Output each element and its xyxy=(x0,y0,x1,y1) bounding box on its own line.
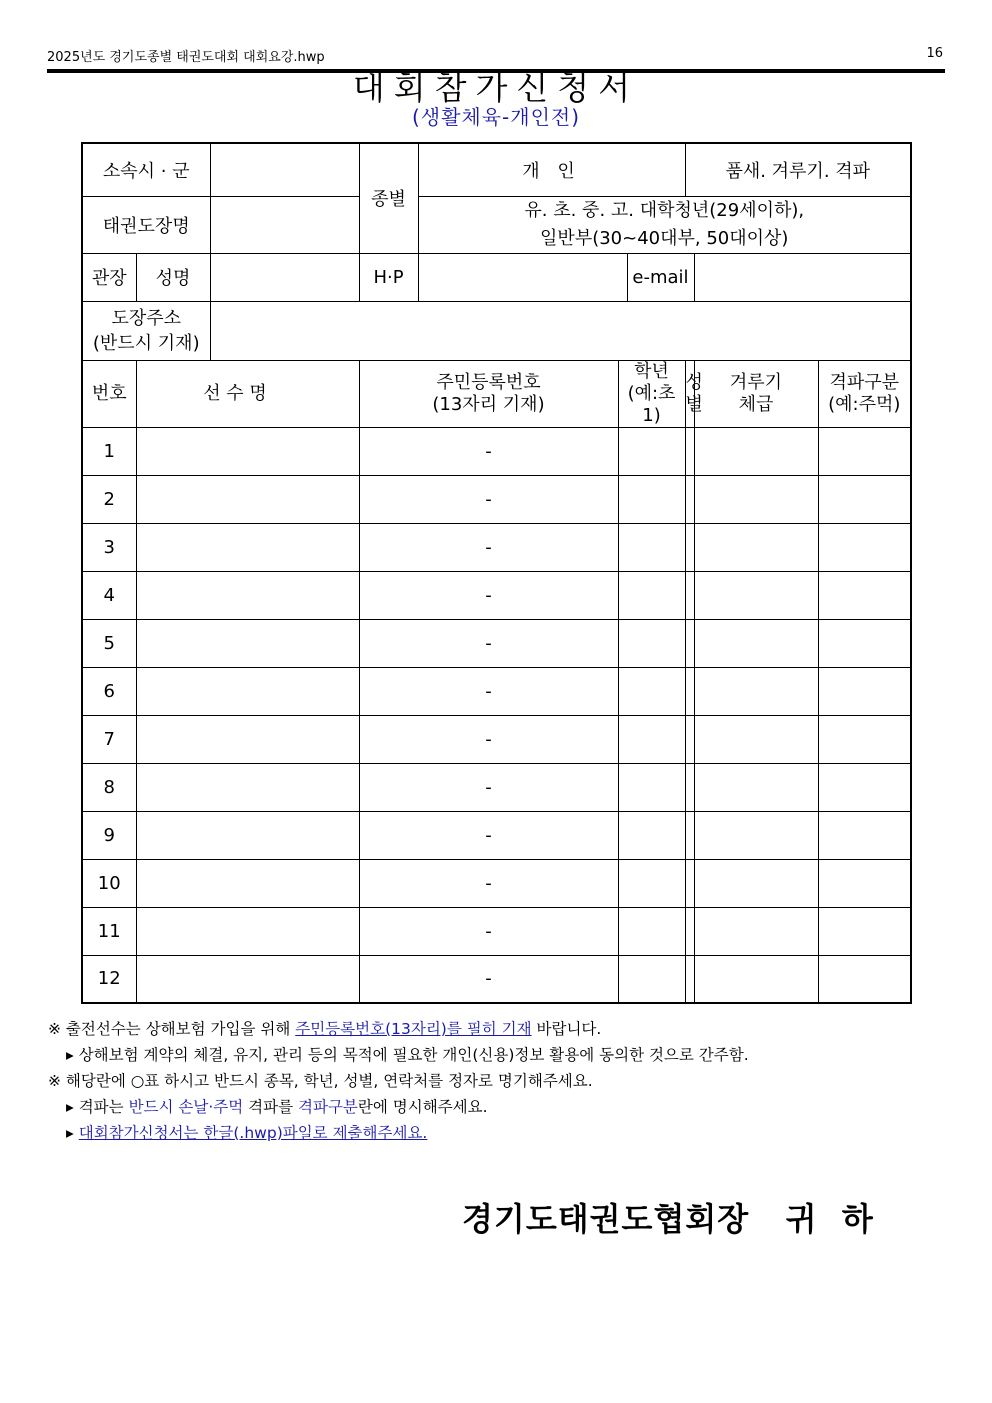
weight-class-input[interactable] xyxy=(694,523,818,571)
note-4-text: ▸ 격파는 xyxy=(66,1098,129,1116)
col-player: 선 수 명 xyxy=(136,360,359,427)
gender-input[interactable] xyxy=(685,523,694,571)
player-name-input[interactable] xyxy=(136,763,359,811)
grade-input[interactable] xyxy=(618,811,685,859)
col-break-line2: (예:주먹) xyxy=(828,393,901,415)
weight-class-input[interactable] xyxy=(694,667,818,715)
col-weight-line1: 겨루기 xyxy=(729,371,783,393)
note-5-emphasis: 대회참가신청서는 한글(.hwp)파일로 제출해주세요. xyxy=(78,1124,428,1142)
col-gender-cell: 성별 xyxy=(685,360,694,427)
hp-label: H·P xyxy=(359,253,418,301)
break-type-input[interactable] xyxy=(818,619,911,667)
rrn-input[interactable]: - xyxy=(359,427,618,475)
table-row xyxy=(82,763,911,811)
weight-class-input[interactable] xyxy=(694,427,818,475)
form-subtitle: (생활체육-개인전) xyxy=(411,105,581,129)
table-row xyxy=(82,475,911,523)
table-row xyxy=(82,955,911,1003)
grade-input[interactable] xyxy=(618,859,685,907)
rrn-input[interactable]: - xyxy=(359,475,618,523)
player-name-input[interactable] xyxy=(136,571,359,619)
closing-addressee: 경기도태권도협회장 귀 하 xyxy=(462,1200,874,1238)
note-4 xyxy=(48,1094,948,1120)
weight-class-input[interactable] xyxy=(694,571,818,619)
row-number: 8 xyxy=(82,763,136,811)
row-number: 12 xyxy=(82,955,136,1003)
col-break-line1: 격파구분 xyxy=(829,371,900,393)
rrn-input[interactable]: - xyxy=(359,763,618,811)
divisions-line1: 유. 초. 중. 고. 대학청년(29세이하), xyxy=(524,199,805,221)
table-row xyxy=(82,571,911,619)
table-row xyxy=(82,427,911,475)
table-row xyxy=(82,907,911,955)
weight-class-input[interactable] xyxy=(694,907,818,955)
col-grade-line2: (예:초1) xyxy=(627,382,676,426)
grade-input[interactable] xyxy=(618,571,685,619)
header-filename: 2025년도 경기도종별 태권도대회 대회요강.hwp xyxy=(47,50,325,65)
table-row xyxy=(82,715,911,763)
grade-input[interactable] xyxy=(618,907,685,955)
col-weight xyxy=(694,360,818,427)
break-type-input[interactable] xyxy=(818,907,911,955)
col-weight-line2: 체급 xyxy=(738,393,774,415)
break-type-input[interactable] xyxy=(818,811,911,859)
note-4-column-ref: 격파구분 xyxy=(298,1098,358,1116)
weight-class-input[interactable] xyxy=(694,811,818,859)
note-4-mid: 격파를 xyxy=(243,1098,299,1116)
gender-input[interactable] xyxy=(685,619,694,667)
email-label: e-mail xyxy=(627,253,694,301)
rrn-input[interactable]: - xyxy=(359,955,618,1003)
note-1-text: ※ 출전선수는 상해보험 가입을 위해 xyxy=(48,1020,296,1038)
col-rrn xyxy=(359,360,618,427)
address-label xyxy=(82,301,210,360)
table-row xyxy=(82,859,911,907)
row-number: 6 xyxy=(82,667,136,715)
col-rrn-line1: 주민등록번호 xyxy=(436,371,541,393)
rrn-input[interactable]: - xyxy=(359,619,618,667)
note-4-tail: 란에 명시해주세요. xyxy=(357,1098,488,1116)
table-row xyxy=(82,523,911,571)
table-row xyxy=(82,667,911,715)
col-grade xyxy=(618,360,685,427)
weight-class-input[interactable] xyxy=(694,955,818,1003)
grade-input[interactable] xyxy=(618,715,685,763)
weight-class-input[interactable] xyxy=(694,859,818,907)
address-input[interactable] xyxy=(210,301,911,360)
player-name-input[interactable] xyxy=(136,667,359,715)
gender-input[interactable] xyxy=(685,475,694,523)
rrn-input[interactable]: - xyxy=(359,715,618,763)
columns-header-row xyxy=(82,360,911,427)
player-name-input[interactable] xyxy=(136,907,359,955)
grade-input[interactable] xyxy=(618,523,685,571)
note-3: ※ 해당란에 ○표 하시고 반드시 종목, 학년, 성별, 연락처를 정자로 명기해주세요. xyxy=(48,1072,593,1090)
director-name-label: 성명 xyxy=(136,253,210,301)
row-number: 7 xyxy=(82,715,136,763)
note-2: ▸ 상해보험 계약의 체결, 유지, 관리 등의 목적에 필요한 개인(신용)정보 활용에 동의한 것으로 간주함. xyxy=(66,1046,749,1064)
player-name-input[interactable] xyxy=(136,955,359,1003)
player-name-input[interactable] xyxy=(136,475,359,523)
rrn-input[interactable]: - xyxy=(359,667,618,715)
grade-input[interactable] xyxy=(618,475,685,523)
player-name-input[interactable] xyxy=(136,859,359,907)
note-1 xyxy=(48,1016,948,1042)
rrn-input[interactable]: - xyxy=(359,523,618,571)
city-input[interactable] xyxy=(210,143,359,196)
note-4-emphasis: 반드시 손날·주먹 xyxy=(128,1098,244,1116)
address-label-line1: 도장주소 xyxy=(111,307,182,329)
break-type-input[interactable] xyxy=(818,763,911,811)
note-5 xyxy=(48,1120,948,1146)
gender-input[interactable] xyxy=(685,859,694,907)
director-name-input[interactable] xyxy=(210,253,359,301)
player-name-input[interactable] xyxy=(136,427,359,475)
col-grade-line1: 학년 xyxy=(634,360,669,382)
note-1-emphasis: 주민등록번호(13자리)를 필히 기재 xyxy=(295,1020,532,1038)
grade-input[interactable] xyxy=(618,955,685,1003)
grade-input[interactable] xyxy=(618,619,685,667)
note-1-tail: 바랍니다. xyxy=(531,1020,602,1038)
events-option[interactable]: 품새. 겨루기. 격파 xyxy=(685,143,911,196)
hp-input[interactable] xyxy=(418,253,627,301)
player-rows xyxy=(82,427,911,1003)
city-label: 소속시 · 군 xyxy=(82,143,210,196)
weight-class-input[interactable] xyxy=(694,475,818,523)
divisions-option[interactable] xyxy=(418,196,911,253)
email-input[interactable] xyxy=(694,253,911,301)
break-type-input[interactable] xyxy=(818,715,911,763)
col-no: 번호 xyxy=(82,360,136,427)
grade-input[interactable] xyxy=(618,427,685,475)
table-row xyxy=(82,811,911,859)
col-rrn-line2: (13자리 기재) xyxy=(432,393,545,415)
rrn-input[interactable]: - xyxy=(359,907,618,955)
rrn-input[interactable]: - xyxy=(359,811,618,859)
row-number: 1 xyxy=(82,427,136,475)
row-number: 5 xyxy=(82,619,136,667)
category-label: 종별 xyxy=(359,143,418,253)
grade-input[interactable] xyxy=(618,667,685,715)
rrn-input[interactable]: - xyxy=(359,571,618,619)
break-type-input[interactable] xyxy=(818,859,911,907)
break-type-input[interactable] xyxy=(818,475,911,523)
break-type-input[interactable] xyxy=(818,571,911,619)
row-number: 9 xyxy=(82,811,136,859)
player-name-input[interactable] xyxy=(136,619,359,667)
break-type-input[interactable] xyxy=(818,667,911,715)
col-break xyxy=(818,360,911,427)
director-label: 관장 xyxy=(82,253,136,301)
gender-input[interactable] xyxy=(685,811,694,859)
dojang-label: 태권도장명 xyxy=(82,196,210,253)
row-number: 2 xyxy=(82,475,136,523)
rrn-input[interactable]: - xyxy=(359,859,618,907)
break-type-input[interactable] xyxy=(818,427,911,475)
note-5-bullet: ▸ xyxy=(66,1124,79,1142)
player-name-input[interactable] xyxy=(136,811,359,859)
individual-option[interactable]: 개 인 xyxy=(418,143,685,196)
form-title: 대회참가신청서 xyxy=(352,68,640,107)
gender-input[interactable] xyxy=(685,715,694,763)
gender-input[interactable] xyxy=(685,763,694,811)
notes xyxy=(48,1016,948,1146)
gender-input[interactable] xyxy=(685,571,694,619)
header-page-number: 16 xyxy=(926,46,943,61)
table-row xyxy=(82,619,911,667)
weight-class-input[interactable] xyxy=(694,715,818,763)
break-type-input[interactable] xyxy=(818,523,911,571)
weight-class-input[interactable] xyxy=(694,619,818,667)
row-number: 11 xyxy=(82,907,136,955)
application-form xyxy=(81,142,912,1004)
row-number: 10 xyxy=(82,859,136,907)
dojang-input[interactable] xyxy=(210,196,359,253)
gender-input[interactable] xyxy=(685,955,694,1003)
row-number: 3 xyxy=(82,523,136,571)
player-name-input[interactable] xyxy=(136,523,359,571)
row-number: 4 xyxy=(82,571,136,619)
gender-input[interactable] xyxy=(685,907,694,955)
break-type-input[interactable] xyxy=(818,955,911,1003)
weight-class-input[interactable] xyxy=(694,763,818,811)
gender-input[interactable] xyxy=(685,667,694,715)
grade-input[interactable] xyxy=(618,763,685,811)
divisions-line2: 일반부(30~40대부, 50대이상) xyxy=(540,227,789,249)
player-name-input[interactable] xyxy=(136,715,359,763)
gender-input[interactable] xyxy=(685,427,694,475)
page-header xyxy=(47,46,945,68)
address-label-line2: (반드시 기재) xyxy=(92,332,200,354)
